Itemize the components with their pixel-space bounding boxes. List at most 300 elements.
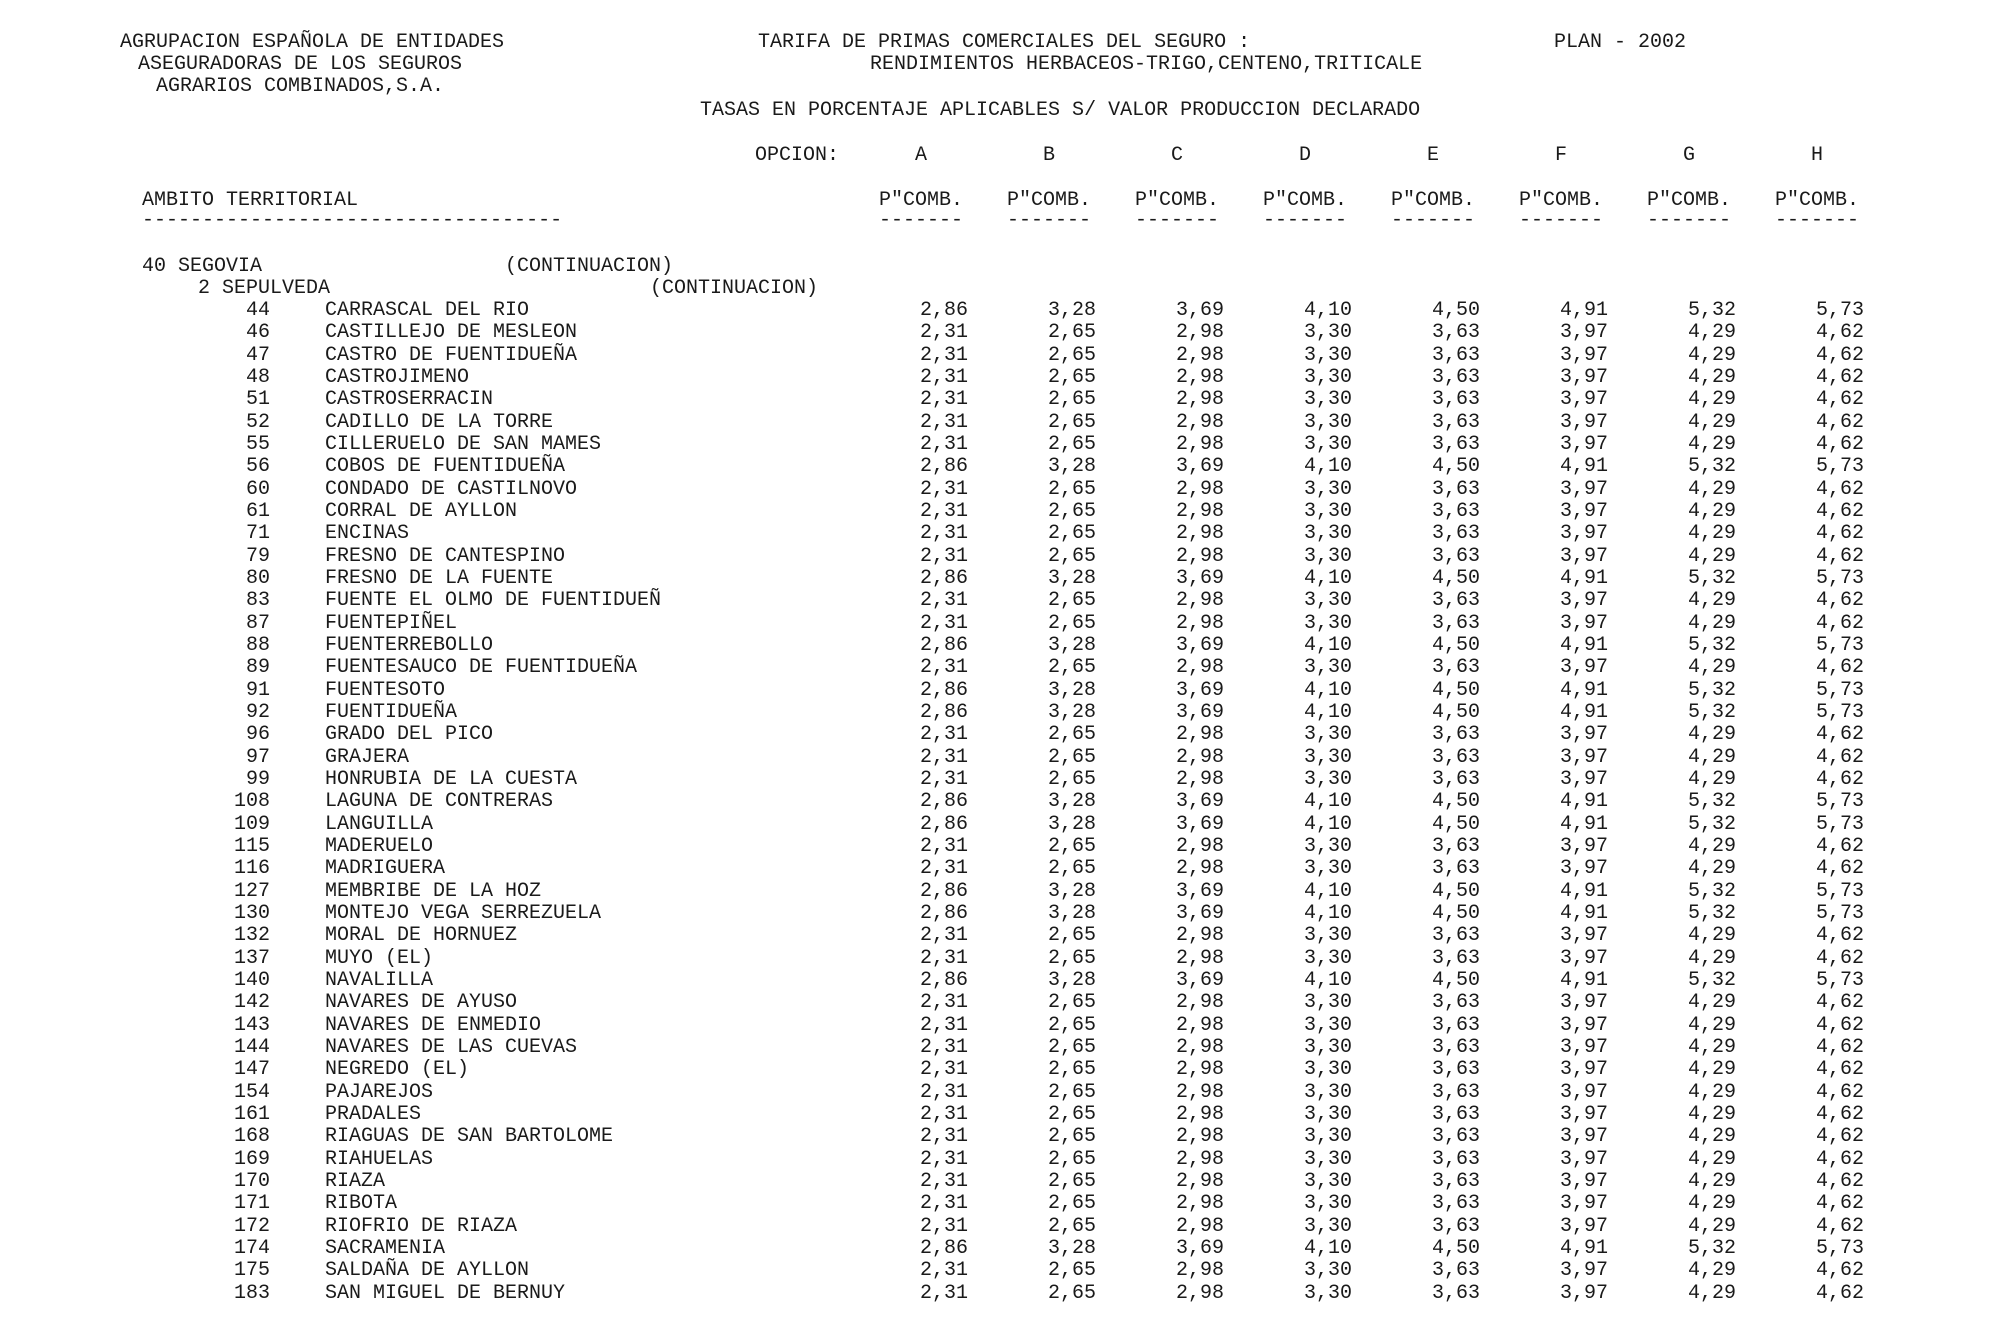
municipality-code: 144 <box>233 1036 270 1059</box>
municipality-name: FUENTEPIÑEL <box>325 612 458 635</box>
column-underline-a: ------- <box>878 209 963 232</box>
municipality-name: CASTROSERRACIN <box>325 388 494 411</box>
rate-cell-b: 2,65 <box>1047 835 1096 858</box>
rate-cell-e: 4,50 <box>1431 1237 1480 1260</box>
table-row <box>0 1238 2000 1260</box>
column-header-a: P"COMB. <box>878 189 963 212</box>
rate-cell-a: 2,31 <box>919 545 968 568</box>
municipality-name: GRAJERA <box>325 746 410 769</box>
rate-cell-d: 3,30 <box>1303 344 1352 367</box>
rate-cell-a: 2,31 <box>919 344 968 367</box>
rate-cell-d: 3,30 <box>1303 768 1352 791</box>
rate-cell-a: 2,31 <box>919 768 968 791</box>
rate-cell-f: 3,97 <box>1559 1170 1608 1193</box>
rate-cell-b: 3,28 <box>1047 880 1096 903</box>
rate-cell-e: 4,50 <box>1431 813 1480 836</box>
table-row <box>0 367 2000 389</box>
table-row <box>0 1104 2000 1126</box>
rate-cell-f: 3,97 <box>1559 388 1608 411</box>
rate-cell-b: 2,65 <box>1047 433 1096 456</box>
rate-cell-g: 4,29 <box>1687 1036 1736 1059</box>
municipality-code: 97 <box>245 746 270 769</box>
rate-cell-e: 3,63 <box>1431 768 1480 791</box>
rate-cell-h: 4,62 <box>1815 1058 1864 1081</box>
rate-cell-h: 5,73 <box>1815 634 1864 657</box>
table-row <box>0 546 2000 568</box>
rate-cell-b: 2,65 <box>1047 522 1096 545</box>
municipality-name: COBOS DE FUENTIDUEÑA <box>325 455 566 478</box>
rate-cell-h: 4,62 <box>1815 835 1864 858</box>
rate-cell-b: 2,65 <box>1047 478 1096 501</box>
rate-cell-b: 2,65 <box>1047 1103 1096 1126</box>
rate-cell-b: 2,65 <box>1047 947 1096 970</box>
municipality-code: 142 <box>233 991 270 1014</box>
rate-cell-g: 5,32 <box>1687 634 1736 657</box>
rate-cell-d: 4,10 <box>1303 880 1352 903</box>
rate-cell-g: 4,29 <box>1687 1103 1736 1126</box>
municipality-code: 80 <box>245 567 270 590</box>
rate-cell-b: 2,65 <box>1047 388 1096 411</box>
municipality-name: NAVARES DE LAS CUEVAS <box>325 1036 578 1059</box>
rate-cell-a: 2,31 <box>919 991 968 1014</box>
rate-cell-f: 3,97 <box>1559 924 1608 947</box>
rate-cell-e: 3,63 <box>1431 991 1480 1014</box>
rate-cell-d: 3,30 <box>1303 433 1352 456</box>
rate-cell-c: 2,98 <box>1175 1125 1224 1148</box>
municipality-code: 52 <box>245 411 270 434</box>
municipality-name: CONDADO DE CASTILNOVO <box>325 478 578 501</box>
rate-cell-c: 2,98 <box>1175 768 1224 791</box>
rate-cell-g: 4,29 <box>1687 612 1736 635</box>
rate-cell-b: 2,65 <box>1047 545 1096 568</box>
rate-cell-h: 4,62 <box>1815 1036 1864 1059</box>
rate-cell-b: 2,65 <box>1047 1148 1096 1171</box>
option-d: D <box>1298 144 1311 167</box>
rate-cell-e: 4,50 <box>1431 969 1480 992</box>
rate-cell-g: 4,29 <box>1687 1058 1736 1081</box>
municipality-name: NAVARES DE ENMEDIO <box>325 1014 542 1037</box>
rate-cell-e: 3,63 <box>1431 545 1480 568</box>
column-header-c: P"COMB. <box>1134 189 1219 212</box>
rate-cell-h: 4,62 <box>1815 1259 1864 1282</box>
rate-cell-g: 4,29 <box>1687 835 1736 858</box>
table-row <box>0 881 2000 903</box>
rate-cell-a: 2,86 <box>919 634 968 657</box>
rate-cell-a: 2,86 <box>919 455 968 478</box>
table-row <box>0 970 2000 992</box>
rate-cell-e: 4,50 <box>1431 634 1480 657</box>
rate-cell-c: 2,98 <box>1175 835 1224 858</box>
rate-cell-e: 3,63 <box>1431 1058 1480 1081</box>
rate-cell-c: 3,69 <box>1175 880 1224 903</box>
rate-cell-e: 3,63 <box>1431 1192 1480 1215</box>
municipality-name: LANGUILLA <box>325 813 434 836</box>
table-row <box>0 1193 2000 1215</box>
municipality-name: FUENTE EL OLMO DE FUENTIDUEÑ <box>325 589 662 612</box>
municipality-name: SAN MIGUEL DE BERNUY <box>325 1282 566 1305</box>
rate-cell-h: 4,62 <box>1815 656 1864 679</box>
rate-cell-a: 2,31 <box>919 1036 968 1059</box>
rate-cell-c: 2,98 <box>1175 1081 1224 1104</box>
rate-cell-e: 3,63 <box>1431 1036 1480 1059</box>
table-row <box>0 613 2000 635</box>
rate-cell-g: 5,32 <box>1687 679 1736 702</box>
municipality-code: 132 <box>233 924 270 947</box>
municipality-name: FRESNO DE LA FUENTE <box>325 567 554 590</box>
column-header-e: P"COMB. <box>1390 189 1475 212</box>
rate-cell-h: 5,73 <box>1815 701 1864 724</box>
rate-cell-f: 3,97 <box>1559 746 1608 769</box>
rate-cell-c: 2,98 <box>1175 344 1224 367</box>
rate-cell-g: 4,29 <box>1687 656 1736 679</box>
rate-cell-a: 2,31 <box>919 411 968 434</box>
rate-cell-a: 2,31 <box>919 924 968 947</box>
rate-cell-g: 4,29 <box>1687 321 1736 344</box>
rate-cell-g: 4,29 <box>1687 723 1736 746</box>
municipality-name: PRADALES <box>325 1103 422 1126</box>
table-row <box>0 1037 2000 1059</box>
rate-cell-e: 4,50 <box>1431 880 1480 903</box>
rate-cell-h: 4,62 <box>1815 947 1864 970</box>
column-underline-b: ------- <box>1006 209 1091 232</box>
rate-cell-h: 4,62 <box>1815 991 1864 1014</box>
rate-cell-d: 3,30 <box>1303 1036 1352 1059</box>
rate-cell-h: 4,62 <box>1815 1103 1864 1126</box>
column-header-d: P"COMB. <box>1262 189 1347 212</box>
rate-cell-c: 2,98 <box>1175 1282 1224 1305</box>
rate-cell-h: 4,62 <box>1815 478 1864 501</box>
rate-cell-f: 4,91 <box>1559 813 1608 836</box>
rate-cell-e: 3,63 <box>1431 1282 1480 1305</box>
rate-cell-h: 5,73 <box>1815 567 1864 590</box>
rate-cell-e: 3,63 <box>1431 321 1480 344</box>
municipality-name: MADERUELO <box>325 835 434 858</box>
rate-cell-h: 4,62 <box>1815 366 1864 389</box>
municipality-name: FUENTERREBOLLO <box>325 634 494 657</box>
rate-cell-b: 2,65 <box>1047 1036 1096 1059</box>
option-g: G <box>1682 144 1695 167</box>
municipality-code: 55 <box>245 433 270 456</box>
municipality-code: 170 <box>233 1170 270 1193</box>
table-row <box>0 836 2000 858</box>
rate-cell-e: 3,63 <box>1431 656 1480 679</box>
rate-cell-e: 3,63 <box>1431 366 1480 389</box>
rate-cell-e: 3,63 <box>1431 411 1480 434</box>
table-row <box>0 590 2000 612</box>
municipality-name: NEGREDO (EL) <box>325 1058 470 1081</box>
option-b: B <box>1042 144 1055 167</box>
rate-cell-b: 3,28 <box>1047 299 1096 322</box>
table-row <box>0 925 2000 947</box>
rate-cell-e: 3,63 <box>1431 857 1480 880</box>
table-row <box>0 858 2000 880</box>
rate-cell-d: 4,10 <box>1303 790 1352 813</box>
table-row <box>0 680 2000 702</box>
rate-cell-d: 4,10 <box>1303 813 1352 836</box>
rate-cell-b: 3,28 <box>1047 679 1096 702</box>
rate-cell-c: 3,69 <box>1175 455 1224 478</box>
municipality-name: NAVALILLA <box>325 969 434 992</box>
rate-cell-d: 3,30 <box>1303 388 1352 411</box>
table-row <box>0 456 2000 478</box>
municipality-name: CASTRO DE FUENTIDUEÑA <box>325 344 578 367</box>
rate-cell-d: 4,10 <box>1303 455 1352 478</box>
municipality-code: 143 <box>233 1014 270 1037</box>
rate-cell-b: 2,65 <box>1047 857 1096 880</box>
municipality-code: 109 <box>233 813 270 836</box>
table-row <box>0 501 2000 523</box>
rate-cell-e: 3,63 <box>1431 924 1480 947</box>
rate-cell-f: 3,97 <box>1559 768 1608 791</box>
rate-cell-g: 5,32 <box>1687 455 1736 478</box>
municipality-code: 140 <box>233 969 270 992</box>
rate-cell-g: 4,29 <box>1687 1282 1736 1305</box>
rate-cell-c: 3,69 <box>1175 790 1224 813</box>
rate-cell-b: 2,65 <box>1047 1282 1096 1305</box>
rate-cell-h: 5,73 <box>1815 1237 1864 1260</box>
table-row <box>0 657 2000 679</box>
rate-cell-d: 3,30 <box>1303 1014 1352 1037</box>
rate-cell-b: 3,28 <box>1047 634 1096 657</box>
rate-cell-h: 4,62 <box>1815 924 1864 947</box>
option-h: H <box>1810 144 1823 167</box>
rate-cell-c: 2,98 <box>1175 388 1224 411</box>
rate-cell-h: 4,62 <box>1815 1081 1864 1104</box>
rate-cell-d: 3,30 <box>1303 723 1352 746</box>
rate-cell-f: 4,91 <box>1559 790 1608 813</box>
rate-cell-a: 2,86 <box>919 969 968 992</box>
rate-cell-h: 4,62 <box>1815 1192 1864 1215</box>
rate-cell-b: 3,28 <box>1047 1237 1096 1260</box>
rate-cell-d: 3,30 <box>1303 656 1352 679</box>
rate-cell-h: 4,62 <box>1815 1282 1864 1305</box>
rate-cell-b: 3,28 <box>1047 567 1096 590</box>
rate-cell-c: 3,69 <box>1175 902 1224 925</box>
rate-cell-c: 3,69 <box>1175 1237 1224 1260</box>
rate-cell-h: 4,62 <box>1815 1215 1864 1238</box>
rate-cell-c: 2,98 <box>1175 545 1224 568</box>
rate-cell-c: 2,98 <box>1175 857 1224 880</box>
rate-cell-d: 3,30 <box>1303 991 1352 1014</box>
rate-cell-d: 3,30 <box>1303 1103 1352 1126</box>
rate-cell-e: 3,63 <box>1431 1014 1480 1037</box>
rate-cell-h: 4,62 <box>1815 1170 1864 1193</box>
municipality-code: 87 <box>245 612 270 635</box>
table-row <box>0 1059 2000 1081</box>
rate-cell-h: 4,62 <box>1815 388 1864 411</box>
rate-cell-b: 2,65 <box>1047 321 1096 344</box>
rate-cell-a: 2,31 <box>919 723 968 746</box>
rate-cell-f: 3,97 <box>1559 500 1608 523</box>
table-row <box>0 1216 2000 1238</box>
municipality-name: MORAL DE HORNUEZ <box>325 924 518 947</box>
rate-cell-e: 3,63 <box>1431 612 1480 635</box>
rate-cell-g: 5,32 <box>1687 902 1736 925</box>
rate-cell-f: 3,97 <box>1559 433 1608 456</box>
rate-cell-b: 2,65 <box>1047 768 1096 791</box>
municipality-name: LAGUNA DE CONTRERAS <box>325 790 554 813</box>
rate-cell-g: 4,29 <box>1687 1014 1736 1037</box>
column-underline-g: ------- <box>1646 209 1731 232</box>
rate-cell-d: 3,30 <box>1303 478 1352 501</box>
rate-cell-h: 4,62 <box>1815 522 1864 545</box>
rate-cell-h: 4,62 <box>1815 746 1864 769</box>
rate-cell-h: 5,73 <box>1815 299 1864 322</box>
rate-cell-g: 4,29 <box>1687 366 1736 389</box>
rate-cell-c: 2,98 <box>1175 947 1224 970</box>
column-header-b: P"COMB. <box>1006 189 1091 212</box>
rate-cell-b: 2,65 <box>1047 924 1096 947</box>
rate-cell-a: 2,31 <box>919 656 968 679</box>
municipality-code: 60 <box>245 478 270 501</box>
rate-cell-c: 3,69 <box>1175 567 1224 590</box>
municipality-code: 89 <box>245 656 270 679</box>
rate-cell-h: 5,73 <box>1815 679 1864 702</box>
rate-cell-c: 3,69 <box>1175 679 1224 702</box>
municipality-name: CASTILLEJO DE MESLEON <box>325 321 578 344</box>
rate-cell-a: 2,86 <box>919 567 968 590</box>
municipality-code: 79 <box>245 545 270 568</box>
rate-cell-c: 2,98 <box>1175 321 1224 344</box>
table-row <box>0 903 2000 925</box>
rate-cell-f: 4,91 <box>1559 634 1608 657</box>
municipality-name: CADILLO DE LA TORRE <box>325 411 554 434</box>
org-name-line3: AGRARIOS COMBINADOS,S.A. <box>155 75 445 98</box>
rate-cell-a: 2,31 <box>919 1259 968 1282</box>
table-row <box>0 389 2000 411</box>
rate-cell-e: 3,63 <box>1431 835 1480 858</box>
rate-cell-e: 3,63 <box>1431 1170 1480 1193</box>
rate-cell-e: 3,63 <box>1431 478 1480 501</box>
rate-cell-f: 3,97 <box>1559 991 1608 1014</box>
rate-cell-b: 2,65 <box>1047 1081 1096 1104</box>
table-row <box>0 948 2000 970</box>
org-name-line1: AGRUPACION ESPAÑOLA DE ENTIDADES <box>120 31 505 54</box>
rate-cell-g: 4,29 <box>1687 924 1736 947</box>
rate-cell-d: 3,30 <box>1303 1125 1352 1148</box>
municipality-name: MADRIGUERA <box>325 857 446 880</box>
municipality-code: 83 <box>245 589 270 612</box>
rate-cell-a: 2,31 <box>919 522 968 545</box>
rate-cell-e: 3,63 <box>1431 1103 1480 1126</box>
rate-cell-f: 3,97 <box>1559 545 1608 568</box>
rate-cell-g: 5,32 <box>1687 790 1736 813</box>
rate-cell-f: 3,97 <box>1559 1036 1608 1059</box>
rate-cell-d: 3,30 <box>1303 924 1352 947</box>
municipality-code: 183 <box>233 1282 270 1305</box>
rate-cell-a: 2,86 <box>919 1237 968 1260</box>
municipality-name: RIAGUAS DE SAN BARTOLOME <box>325 1125 614 1148</box>
rate-cell-c: 2,98 <box>1175 589 1224 612</box>
rate-cell-f: 3,97 <box>1559 857 1608 880</box>
rate-cell-a: 2,86 <box>919 813 968 836</box>
rate-cell-d: 3,30 <box>1303 522 1352 545</box>
rate-cell-f: 3,97 <box>1559 1103 1608 1126</box>
rate-cell-f: 3,97 <box>1559 366 1608 389</box>
rate-cell-f: 4,91 <box>1559 1237 1608 1260</box>
option-a: A <box>914 144 927 167</box>
rate-cell-e: 3,63 <box>1431 388 1480 411</box>
municipality-name: PAJAREJOS <box>325 1081 434 1104</box>
rate-cell-d: 3,30 <box>1303 1282 1352 1305</box>
rate-cell-a: 2,31 <box>919 1103 968 1126</box>
rate-cell-h: 4,62 <box>1815 768 1864 791</box>
tariff-title: TARIFA DE PRIMAS COMERCIALES DEL SEGURO : <box>758 31 1251 54</box>
rate-cell-d: 3,30 <box>1303 835 1352 858</box>
column-underline-f: ------- <box>1518 209 1603 232</box>
municipality-name: CASTROJIMENO <box>325 366 470 389</box>
municipality-code: 130 <box>233 902 270 925</box>
rate-cell-d: 4,10 <box>1303 902 1352 925</box>
rate-cell-c: 2,98 <box>1175 478 1224 501</box>
municipality-code: 147 <box>233 1058 270 1081</box>
rate-cell-h: 4,62 <box>1815 433 1864 456</box>
rate-cell-f: 4,91 <box>1559 969 1608 992</box>
rate-cell-d: 3,30 <box>1303 746 1352 769</box>
table-row <box>0 568 2000 590</box>
rate-cell-d: 4,10 <box>1303 299 1352 322</box>
rate-cell-d: 4,10 <box>1303 969 1352 992</box>
table-row <box>0 523 2000 545</box>
rate-cell-a: 2,31 <box>919 857 968 880</box>
rate-cell-c: 2,98 <box>1175 1259 1224 1282</box>
column-underline-e: ------- <box>1390 209 1475 232</box>
rate-cell-g: 4,29 <box>1687 500 1736 523</box>
rate-cell-f: 3,97 <box>1559 1148 1608 1171</box>
rate-cell-b: 2,65 <box>1047 723 1096 746</box>
municipality-name: RIOFRIO DE RIAZA <box>325 1215 518 1238</box>
option-f: F <box>1554 144 1567 167</box>
rate-cell-d: 4,10 <box>1303 679 1352 702</box>
rate-cell-f: 4,91 <box>1559 880 1608 903</box>
municipality-name: RIBOTA <box>325 1192 398 1215</box>
rate-cell-e: 3,63 <box>1431 500 1480 523</box>
rate-cell-c: 2,98 <box>1175 612 1224 635</box>
rates-description: TASAS EN PORCENTAJE APLICABLES S/ VALOR PRODUCCION DECLARADO <box>700 99 1421 122</box>
table-row <box>0 1283 2000 1305</box>
rate-cell-f: 3,97 <box>1559 1192 1608 1215</box>
rate-cell-c: 2,98 <box>1175 433 1224 456</box>
rate-cell-g: 4,29 <box>1687 1259 1736 1282</box>
rate-cell-a: 2,31 <box>919 366 968 389</box>
rate-cell-d: 4,10 <box>1303 701 1352 724</box>
rate-cell-b: 2,65 <box>1047 1259 1096 1282</box>
rate-cell-f: 3,97 <box>1559 411 1608 434</box>
rate-cell-d: 3,30 <box>1303 1215 1352 1238</box>
rate-cell-a: 2,31 <box>919 947 968 970</box>
rate-cell-c: 2,98 <box>1175 723 1224 746</box>
rate-cell-d: 3,30 <box>1303 589 1352 612</box>
municipality-code: 99 <box>245 768 270 791</box>
rate-cell-d: 3,30 <box>1303 1192 1352 1215</box>
rate-cell-b: 2,65 <box>1047 589 1096 612</box>
rate-cell-c: 2,98 <box>1175 1036 1224 1059</box>
rate-cell-d: 3,30 <box>1303 545 1352 568</box>
rate-cell-f: 3,97 <box>1559 344 1608 367</box>
rate-cell-g: 4,29 <box>1687 857 1736 880</box>
rate-cell-g: 5,32 <box>1687 567 1736 590</box>
municipality-code: 174 <box>233 1237 270 1260</box>
rate-cell-h: 4,62 <box>1815 321 1864 344</box>
rate-cell-d: 3,30 <box>1303 366 1352 389</box>
comarca-continuation: (CONTINUACION) <box>650 277 819 300</box>
territory-label: AMBITO TERRITORIAL <box>142 189 359 212</box>
table-row <box>0 814 2000 836</box>
rate-cell-c: 2,98 <box>1175 1058 1224 1081</box>
municipality-name: RIAHUELAS <box>325 1148 434 1171</box>
rate-cell-h: 4,62 <box>1815 545 1864 568</box>
rate-cell-b: 2,65 <box>1047 500 1096 523</box>
